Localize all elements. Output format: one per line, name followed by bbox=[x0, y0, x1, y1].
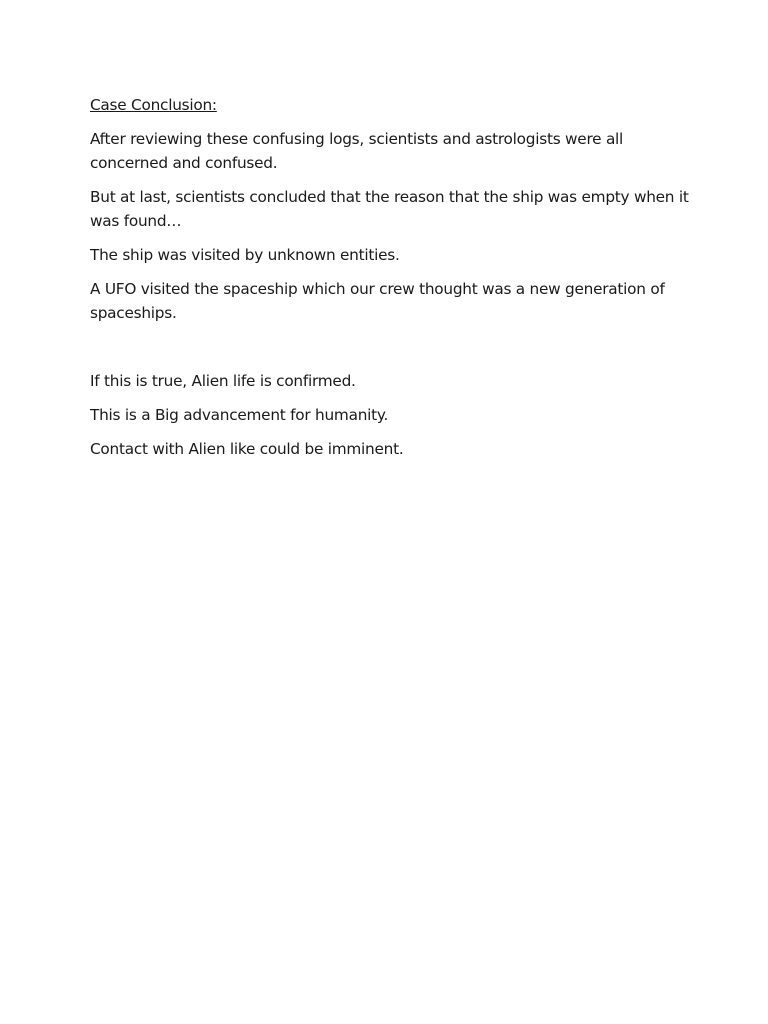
paragraph-conclusion: But at last, scientists concluded that the reason that the ship was empty when it was found… bbox=[90, 188, 689, 230]
paragraph-entities: The ship was visited by unknown entities. bbox=[90, 246, 400, 264]
blank-line bbox=[90, 335, 690, 369]
case-conclusion-heading: Case Conclusion: bbox=[90, 96, 217, 114]
paragraph-contact: Contact with Alien like could be imminent. bbox=[90, 440, 404, 458]
document-body bbox=[90, 93, 690, 471]
paragraph-review: After reviewing these confusing logs, scientists and astrologists were all concerned and confused. bbox=[90, 130, 624, 172]
paragraph-alien-life: If this is true, Alien life is confirmed. bbox=[90, 372, 356, 390]
paragraph-ufo: A UFO visited the spaceship which our crew thought was a new generation of spaceships. bbox=[90, 280, 665, 322]
paragraph-advancement: This is a Big advancement for humanity. bbox=[90, 406, 389, 424]
